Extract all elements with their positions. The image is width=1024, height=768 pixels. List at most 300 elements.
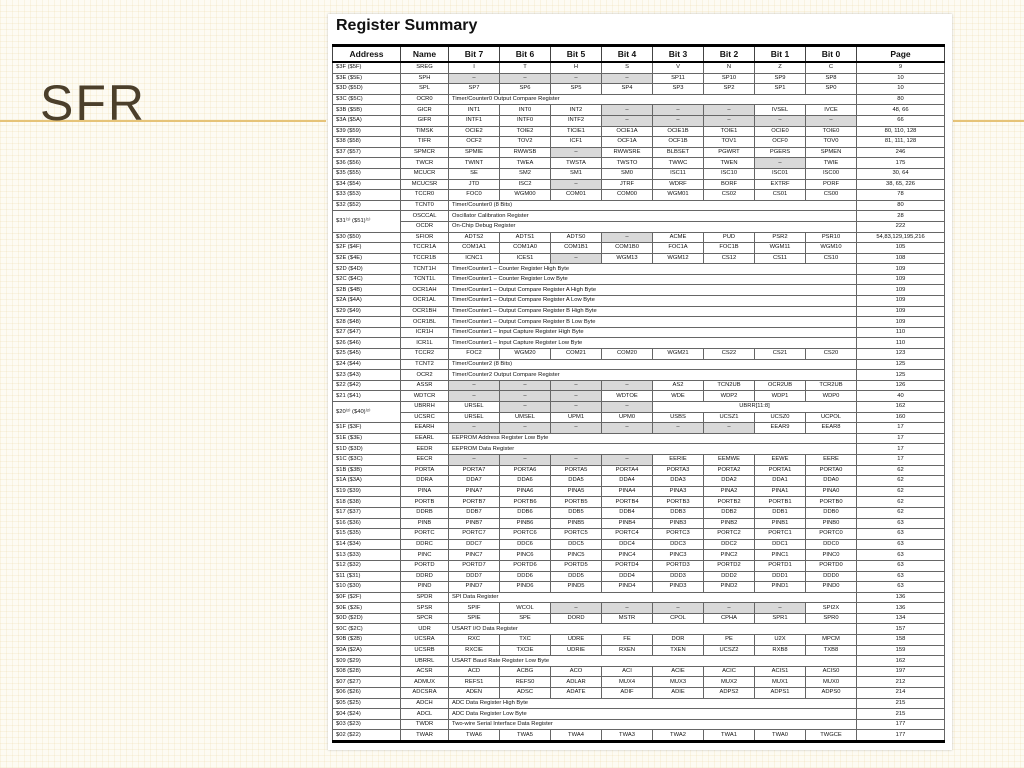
bit-cell: PINA5 [551,486,602,497]
register-name-cell: PINA [401,486,449,497]
bit-cell: TWIE [806,158,857,169]
bit-cell: PINC3 [653,550,704,561]
bit-cell: SPIE [449,613,500,624]
bit-cell: CS12 [704,253,755,264]
bit-cell: SPMIE [449,147,500,158]
register-description-cell: SPI Data Register [449,592,857,603]
bit-cell: N [704,62,755,73]
page-cell: 222 [857,221,945,232]
page-cell: 63 [857,518,945,529]
address-cell: $3D ($5D) [333,84,401,95]
address-cell: $22 ($42) [333,380,401,391]
bit-cell: DDD1 [755,571,806,582]
register-summary-document [328,14,952,750]
address-cell: $0F ($2F) [333,592,401,603]
register-name-cell: EEARL [401,433,449,444]
bit-cell: TCR2UB [806,380,857,391]
table-row [333,582,945,593]
bit-cell: – [449,454,500,465]
bit-cell: ACIS0 [806,666,857,677]
address-cell: $09 ($29) [333,656,401,667]
bit-cell: DDB2 [704,507,755,518]
page-cell: 63 [857,560,945,571]
bit-cell: DDC7 [449,539,500,550]
bit-cell: EEAR8 [806,423,857,434]
table-row [333,656,945,667]
bit-cell: FOC2 [449,349,500,360]
page-cell: 105 [857,243,945,254]
bit-cell: SP3 [653,84,704,95]
bit-cell: H [551,62,602,73]
bit-cell: ACIC [704,666,755,677]
column-header: Bit 6 [500,46,551,63]
table-row [333,592,945,603]
table-row [333,423,945,434]
bit-cell: ICES1 [500,253,551,264]
bit-cell: RWWSB [500,147,551,158]
table-row [333,571,945,582]
register-description-cell: ADC Data Register Low Byte [449,709,857,720]
bit-cell: TWWC [653,158,704,169]
page-cell: 109 [857,306,945,317]
register-name-cell: UCSRC [401,412,449,423]
bit-cell: C [806,62,857,73]
bit-cell: INTF2 [551,115,602,126]
page-cell: 17 [857,433,945,444]
table-row [333,137,945,148]
address-cell: $10 ($30) [333,582,401,593]
bit-cell: – [551,380,602,391]
document-title: Register Summary [336,17,478,34]
bit-cell: PORTA2 [704,465,755,476]
table-row [333,232,945,243]
bit-cell: RXEN [602,645,653,656]
bit-cell: WDTOE [602,391,653,402]
bit-cell: SPI2X [806,603,857,614]
bit-cell: CS00 [806,190,857,201]
table-row [333,635,945,646]
register-name-cell: PORTC [401,529,449,540]
bit-cell: – [551,603,602,614]
bit-cell: INTF1 [449,115,500,126]
address-cell: $39 ($59) [333,126,401,137]
register-description-cell: USART Baud Rate Register Low Byte [449,656,857,667]
register-description-cell: On-Chip Debug Register [449,221,857,232]
bit-cell: – [653,603,704,614]
bit-cell: RXC [449,635,500,646]
bit-cell: PINA0 [806,486,857,497]
bit-cell: PORTA1 [755,465,806,476]
register-name-cell: DDRD [401,571,449,582]
register-name-cell: TWAR [401,730,449,742]
bit-cell: PINC5 [551,550,602,561]
register-description-cell: EEPROM Address Register Low Byte [449,433,857,444]
bit-cell: BORF [704,179,755,190]
page-cell: 30, 64 [857,168,945,179]
bit-cell: PORF [806,179,857,190]
page-cell: 66 [857,115,945,126]
bit-cell: SP11 [653,73,704,84]
bit-cell: PORTB4 [602,497,653,508]
register-name-cell: TCCR1B [401,253,449,264]
address-cell: $2C ($4C) [333,274,401,285]
register-name-cell: SREG [401,62,449,73]
bit-cell: TOV0 [806,137,857,148]
page-cell: 215 [857,698,945,709]
bit-cell: TWA1 [704,730,755,742]
bit-cell: – [806,115,857,126]
bit-cell: EEAR9 [755,423,806,434]
bit-cell: MUX3 [653,677,704,688]
address-cell: $13 ($33) [333,550,401,561]
column-header: Bit 2 [704,46,755,63]
bit-cell: TOIE1 [704,126,755,137]
bit-cell: TWA3 [602,730,653,742]
bit-cell: – [602,402,653,413]
bit-cell: URSEL [449,402,500,413]
bit-cell: TWA6 [449,730,500,742]
bit-cell: MSTR [602,613,653,624]
bit-cell: PORTD1 [755,560,806,571]
bit-cell: PINA3 [653,486,704,497]
register-description-cell: USART I/O Data Register [449,624,857,635]
bit-cell: – [653,105,704,116]
bit-cell: WGM12 [653,253,704,264]
page-cell: 126 [857,380,945,391]
bit-cell: PE [704,635,755,646]
bit-cell: DDB1 [755,507,806,518]
register-name-cell: DDRA [401,476,449,487]
bit-cell: ISC01 [755,168,806,179]
column-header: Bit 4 [602,46,653,63]
bit-cell: SP7 [449,84,500,95]
bit-cell: – [704,105,755,116]
bit-cell: UCSZ2 [704,645,755,656]
bit-cell: DDC1 [755,539,806,550]
bit-cell: OCIE1B [653,126,704,137]
bit-cell: DOR [653,635,704,646]
address-cell: $05 ($25) [333,698,401,709]
bit-cell: PORTB0 [806,497,857,508]
bit-cell: EXTRF [755,179,806,190]
page-cell: 40 [857,391,945,402]
bit-cell: PORTB2 [704,497,755,508]
bit-cell: ICNC1 [449,253,500,264]
table-row [333,359,945,370]
bit-cell: PIND5 [551,582,602,593]
bit-cell: – [551,423,602,434]
bit-cell: ADTS1 [500,232,551,243]
register-name-cell: ADCL [401,709,449,720]
register-description-cell: Timer/Counter2 (8 Bits) [449,359,857,370]
register-description-cell: Timer/Counter0 (8 Bits) [449,200,857,211]
bit-cell: DDB3 [653,507,704,518]
bit-cell: U2X [755,635,806,646]
bit-cell: MUX2 [704,677,755,688]
page-cell: 162 [857,656,945,667]
bit-cell: TWA2 [653,730,704,742]
page-cell: 109 [857,317,945,328]
table-row [333,370,945,381]
address-cell: $24 ($44) [333,359,401,370]
bit-cell: WGM10 [806,243,857,254]
register-name-cell: TCNT2 [401,359,449,370]
bit-cell: OCIE0 [755,126,806,137]
bit-cell: – [449,391,500,402]
bit-cell: – [755,115,806,126]
address-cell: $38 ($58) [333,137,401,148]
bit-cell: – [602,603,653,614]
bit-cell: PORTB7 [449,497,500,508]
bit-cell: PIND0 [806,582,857,593]
bit-cell: RXCIE [449,645,500,656]
register-name-cell: SPH [401,73,449,84]
bit-cell: SE [449,168,500,179]
register-name-cell: TCCR1A [401,243,449,254]
bit-cell: – [704,115,755,126]
page-cell: 80 [857,94,945,105]
bit-cell: PORTA4 [602,465,653,476]
register-name-cell: PINB [401,518,449,529]
register-name-cell: SPDR [401,592,449,603]
table-row [333,115,945,126]
table-row [333,317,945,328]
bit-cell: INT1 [449,105,500,116]
table-row [333,698,945,709]
column-header: Bit 3 [653,46,704,63]
register-name-cell: MCUCSR [401,179,449,190]
bit-cell: PORTA6 [500,465,551,476]
bit-cell: SP4 [602,84,653,95]
bit-cell: PORTC0 [806,529,857,540]
register-name-cell: OSCCAL [401,211,449,222]
table-row [333,507,945,518]
bit-cell: PORTC4 [602,529,653,540]
bit-cell: WGM01 [653,190,704,201]
bit-cell: PINA1 [755,486,806,497]
bit-cell: PINC6 [500,550,551,561]
address-cell: $14 ($34) [333,539,401,550]
page-cell: 62 [857,497,945,508]
bit-cell: DDD2 [704,571,755,582]
bit-cell: TXEN [653,645,704,656]
table-row [333,603,945,614]
table-row [333,84,945,95]
bit-cell: PORTC3 [653,529,704,540]
register-name-cell: UCSRA [401,635,449,646]
bit-cell: PORTD6 [500,560,551,571]
bit-cell: PINC0 [806,550,857,561]
bit-cell: DDC4 [602,539,653,550]
bit-cell: – [602,232,653,243]
bit-cell: JTRF [602,179,653,190]
page-cell: 109 [857,274,945,285]
bit-cell: PORTD7 [449,560,500,571]
bit-cell: PINB0 [806,518,857,529]
table-row [333,296,945,307]
address-cell: $04 ($24) [333,709,401,720]
bit-cell: WGM11 [755,243,806,254]
bit-cell: OCF1B [653,137,704,148]
page-cell: 110 [857,338,945,349]
bit-cell: SP1 [755,84,806,95]
bit-cell: EERE [806,454,857,465]
table-row [333,94,945,105]
page-cell: 136 [857,592,945,603]
page-cell: 160 [857,412,945,423]
page-cell: 108 [857,253,945,264]
address-cell: $3A ($5A) [333,115,401,126]
table-row [333,158,945,169]
bit-cell: DDD6 [500,571,551,582]
bit-cell: RXB8 [755,645,806,656]
bit-cell: TWA4 [551,730,602,742]
bit-cell: TCN2UB [704,380,755,391]
table-row [333,285,945,296]
address-cell: $25 ($45) [333,349,401,360]
bit-cell: OCF2 [449,137,500,148]
column-header: Page [857,46,945,63]
table-row [333,518,945,529]
bit-cell: PORTD2 [704,560,755,571]
bit-cell: ADTS2 [449,232,500,243]
bit-cell: TOIE2 [500,126,551,137]
bit-cell: TWEA [500,158,551,169]
page-cell: 62 [857,476,945,487]
bit-cell: PINC1 [755,550,806,561]
table-body [333,62,945,742]
page-cell: 62 [857,507,945,518]
address-cell: $0D ($2D) [333,613,401,624]
bit-cell: PORTA5 [551,465,602,476]
register-name-cell: OCR2 [401,370,449,381]
bit-cell: CS01 [755,190,806,201]
page-cell: 125 [857,370,945,381]
bit-cell: WGM20 [500,349,551,360]
bit-cell: MUX4 [602,677,653,688]
bit-cell: UCPOL [806,412,857,423]
bit-cell: I [449,62,500,73]
bit-cell: UDRE [551,635,602,646]
register-description-cell: EEPROM Data Register [449,444,857,455]
bit-cell: FOC1A [653,243,704,254]
bit-cell: PORTB5 [551,497,602,508]
register-name-cell: EECR [401,454,449,465]
table-row [333,338,945,349]
bit-cell: CS22 [704,349,755,360]
register-name-cell: TCCR2 [401,349,449,360]
bit-cell: BLBSET [653,147,704,158]
bit-cell: OCF0 [755,137,806,148]
bit-cell: TWSTO [602,158,653,169]
bit-cell: CS11 [755,253,806,264]
bit-cell: WCOL [500,603,551,614]
bit-cell: FOC1B [704,243,755,254]
register-name-cell: OCR1AH [401,285,449,296]
bit-cell: COM21 [551,349,602,360]
register-name-cell: SPSR [401,603,449,614]
bit-cell: – [551,179,602,190]
page-cell: 158 [857,635,945,646]
bit-cell: – [551,253,602,264]
bit-cell: ADLAR [551,677,602,688]
bit-cell: PINB4 [602,518,653,529]
bit-cell: PIND1 [755,582,806,593]
bit-cell: UCSZ1 [704,412,755,423]
bit-cell: WDP0 [806,391,857,402]
register-name-cell: TCCR0 [401,190,449,201]
bit-cell: INT2 [551,105,602,116]
register-name-cell: EEARH [401,423,449,434]
page-cell: 17 [857,423,945,434]
register-name-cell: PINC [401,550,449,561]
bit-cell: DDD0 [806,571,857,582]
bit-cell: ACBG [500,666,551,677]
register-name-cell: TWDR [401,719,449,730]
address-cell: $20⁽²⁾ ($40)⁽²⁾ [333,402,401,423]
register-name-cell: TIFR [401,137,449,148]
register-name-cell: ASSR [401,380,449,391]
page-cell: 63 [857,550,945,561]
bit-cell: – [602,105,653,116]
bit-cell: ADPS2 [704,688,755,699]
table-row [333,709,945,720]
address-cell: $1E ($3E) [333,433,401,444]
page-cell: 17 [857,454,945,465]
table-row [333,391,945,402]
column-header: Bit 0 [806,46,857,63]
address-cell: $30 ($50) [333,232,401,243]
register-name-cell: SPL [401,84,449,95]
address-cell: $3B ($5B) [333,105,401,116]
bit-cell: TOV2 [500,137,551,148]
decorative-rule-right [953,120,1024,122]
bit-cell: – [449,423,500,434]
register-name-cell: UBRRH [401,402,449,413]
register-description-cell: Timer/Counter2 Output Compare Register [449,370,857,381]
table-row [333,253,945,264]
bit-cell: DDA7 [449,476,500,487]
table-row [333,306,945,317]
bit-cell: DDA3 [653,476,704,487]
bit-cell: OCR2UB [755,380,806,391]
bit-cell: ACO [551,666,602,677]
bit-cell: ADATE [551,688,602,699]
address-cell: $0B ($2B) [333,635,401,646]
bit-cell: CS02 [704,190,755,201]
register-name-cell: UDR [401,624,449,635]
address-cell: $0E ($2E) [333,603,401,614]
table-row [333,719,945,730]
table-row [333,688,945,699]
column-header: Bit 7 [449,46,500,63]
register-name-cell: ACSR [401,666,449,677]
register-name-cell: TIMSK [401,126,449,137]
bit-cell: – [551,391,602,402]
bit-cell: PORTD3 [653,560,704,571]
bit-cell: MUX0 [806,677,857,688]
bit-cell: – [500,73,551,84]
bit-cell: DDA1 [755,476,806,487]
table-header-row [333,46,945,63]
register-name-cell: UCSRB [401,645,449,656]
page-cell: 38, 65, 226 [857,179,945,190]
page-cell: 215 [857,709,945,720]
bit-cell: CPHA [704,613,755,624]
register-name-cell: PORTD [401,560,449,571]
bit-cell: UCSZ0 [755,412,806,423]
page-cell: 63 [857,582,945,593]
